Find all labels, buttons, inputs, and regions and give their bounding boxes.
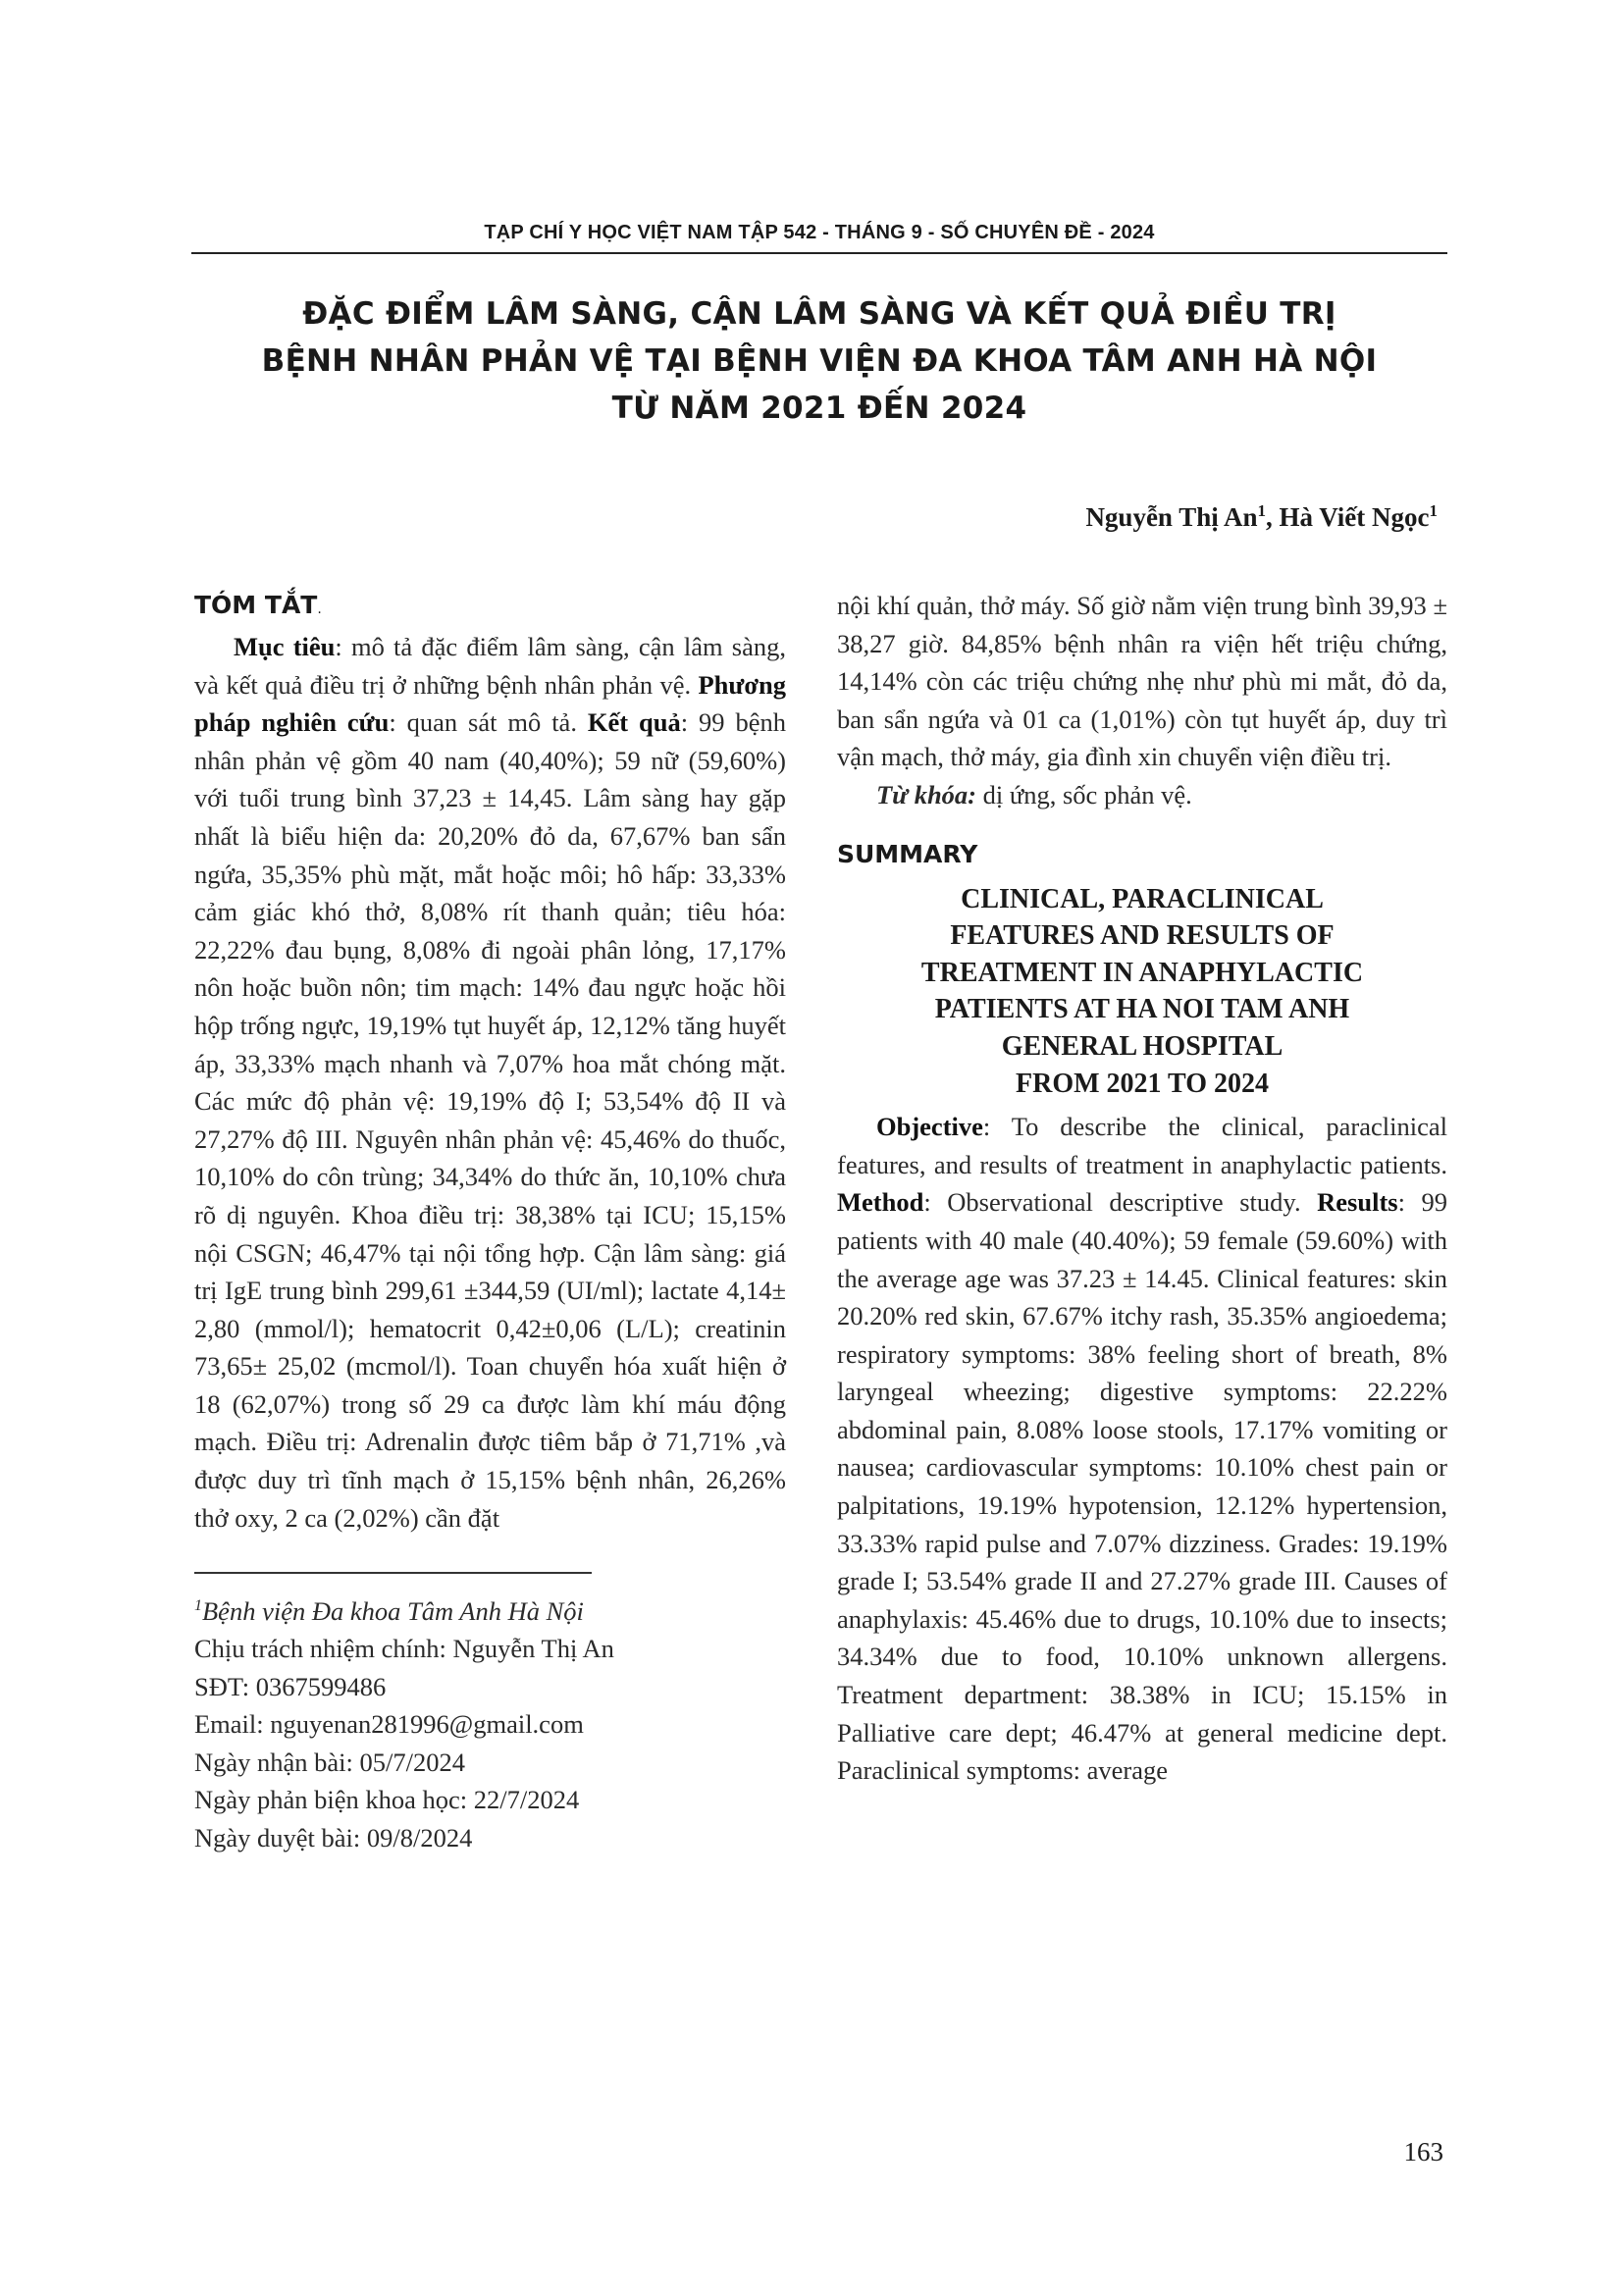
english-title-line: GENERAL HOSPITAL xyxy=(1001,1030,1283,1062)
abstract-heading: TÓM TẮT. xyxy=(194,591,322,619)
summary-paragraph xyxy=(837,1108,1447,1790)
summary-heading: SUMMARY xyxy=(837,839,978,868)
right-column xyxy=(837,587,1447,1790)
method-label: Phương pháp nghiên cứu xyxy=(194,669,786,738)
english-title-line: FROM 2021 TO 2024 xyxy=(1016,1068,1269,1099)
abstract-paragraph xyxy=(194,628,786,1537)
author-name: Hà Viết Ngọc xyxy=(1279,502,1430,532)
objective-label: Mục tiêu xyxy=(234,632,336,661)
left-column xyxy=(194,587,786,1856)
results-text-en: : 99 patients with 40 male (40.40%); 59 female (59.60%) with the average age was 37.23 ± 14.45. Clinical features: skin 20.20% red skin, 67.67% itchy rash, 35.35% angioedema; respiratory symptoms: 38% feeling short of breath, 8% laryngeal wheezing; digestive symptoms: 22.22% abdominal pain, 8.08% loose stools, 17.17% vomiting or nausea; cardiovascular symptoms: 10.10% chest pain or palpitations, 19.19% hypotension, 12.12% hypertension, 33.33% rapid pulse and 7.07% dizziness. Grades: 19.19% grade I; 53.54% grade II and 27.27% grade III. Causes of anaphylaxis: 45.46% due to drugs, 10.10% due to insects; 34.34% due to food, 10.10% unknown allergens. Treatment department: 38.38% in ICU; 15.15% in Palliative care dept; 46.47% at general medicine dept. Paraclinical symptoms: average xyxy=(837,1187,1447,1786)
method-text: : quan sát mô tả. xyxy=(389,707,588,738)
method-label-en: Method xyxy=(837,1187,924,1218)
email-address: Email: nguyenan281996@gmail.com xyxy=(194,1709,584,1740)
author-affiliation-mark: 1 xyxy=(1429,501,1438,520)
english-title-line: CLINICAL, PARACLINICAL xyxy=(961,883,1324,914)
english-title-line: TREATMENT IN ANAPHYLACTIC xyxy=(920,957,1364,988)
received-date: Ngày nhận bài: 05/7/2024 xyxy=(194,1747,465,1777)
author-name: Nguyễn Thị An xyxy=(1085,502,1258,532)
author-list xyxy=(1085,502,1438,533)
title-line: ĐẶC ĐIỂM LÂM SÀNG, CẬN LÂM SÀNG VÀ KẾT QUẢ ĐIỀU TRỊ xyxy=(302,296,1336,332)
objective-label-en: Objective xyxy=(876,1112,983,1142)
abstract-continuation: nội khí quản, thở máy. Số giờ nằm viện trung bình 39,93 ± 38,27 giờ. 84,85% bệnh nhân ra viện hết triệu chứng, 14,14% còn các triệu chứng nhẹ như phù mi mắt, đỏ da, ban sẩn ngứa và 01 ca (1,01%) còn tụt huyết áp, duy trì vận mạch, thở máy, gia đình xin chuyển viện điều trị. xyxy=(837,591,1447,772)
english-title-line: PATIENTS AT HA NOI TAM ANH xyxy=(934,994,1350,1025)
keywords-label: Từ khóa: xyxy=(876,779,977,809)
keywords xyxy=(837,776,1447,814)
heading-mark: . xyxy=(317,601,322,617)
method-text-en: : Observational descriptive study. xyxy=(923,1187,1318,1218)
affiliation-mark: 1 xyxy=(194,1597,202,1615)
affiliation-footnote: $^1$Bệnh viện Đa khoa Tâm Anh Hà Nội xyxy=(194,1596,584,1627)
results-label: Kết quả xyxy=(587,707,681,738)
page-number: 163 xyxy=(1403,2137,1443,2166)
english-title-line: FEATURES AND RESULTS OF xyxy=(950,920,1335,952)
review-date: Ngày phản biện khoa học: 22/7/2024 xyxy=(194,1785,580,1815)
objective-text: : mô tả đặc điểm lâm sàng, cận lâm sàng, và kết quả điều trị ở những bệnh nhân phản vệ. xyxy=(194,632,786,700)
corresponding-author: Chịu trách nhiệm chính: Nguyễn Thị An xyxy=(194,1634,614,1664)
footnote-rule xyxy=(194,1572,592,1574)
header-rule xyxy=(191,252,1447,254)
title-line: TỪ NĂM 2021 ĐẾN 2024 xyxy=(611,391,1027,426)
author-affiliation-mark: 1 xyxy=(1257,501,1267,520)
objective-text-en: : To describe the clinical, paraclinical features, and results of treatment in anaphylactic patients. xyxy=(837,1112,1447,1179)
author-separator: , xyxy=(1266,502,1280,532)
title-line: BỆNH NHÂN PHẢN VỆ TẠI BỆNH VIỆN ĐA KHOA TÂM ANH HÀ NỘI xyxy=(261,343,1378,379)
article-title xyxy=(191,290,1447,432)
running-header: TẠP CHÍ Y HỌC VIỆT NAM TẬP 542 - THÁNG 9 - SỐ CHUYÊN ĐỀ - 2024 xyxy=(484,222,1155,243)
keywords-text: dị ứng, sốc phản vệ. xyxy=(976,779,1192,809)
phone-number: SĐT: 0367599486 xyxy=(194,1671,387,1701)
results-label-en: Results xyxy=(1317,1187,1398,1218)
results-text: : 99 bệnh nhân phản vệ gồm 40 nam (40,40%); 59 nữ (59,60%) với tuổi trung bình 37,23 ± 14,45. Lâm sàng hay gặp nhất là biểu hiện da: 20,20% đỏ da, 67,67% ban sẩn ngứa, 35,35% phù mặt, mắt hoặc môi; hô hấp: 33,33% cảm giác khó thở, 8,08% rít thanh quản; tiêu hóa: 22,22% đau bụng, 8,08% đi ngoài phân lỏng, 17,17% nôn hoặc buồn nôn; tim mạch: 14% đau ngực hoặc hồi hộp trống ngực, 19,19% tụt huyết áp, 12,12% tăng huyết áp, 33,33% mạch nhanh và 7,07% hoa mắt chóng mặt. Các mức độ phản vệ: 19,19% độ I; 53,54% độ II và 27,27% độ III. Nguyên nhân phản vệ: 45,46% do thuốc, 10,10% do côn trùng; 34,34% do thức ăn, 10,10% chưa rõ dị nguyên. Khoa điều trị: 38,38% tại ICU; 15,15% nội CSGN; 46,47% tại nội tổng hợp. Cận lâm sàng: giá trị IgE trung bình 299,61 ±344,59 (UI/ml); lactate 4,14± 2,80 (mmol/l); hematocrit 0,42±0,06 (L/L); creatinin 73,65± 25,02 (mcmol/l). Toan chuyển hóa xuất hiện ở 18 (62,07%) trong số 29 ca được làm khí máu động mạch. Điều trị: Adrenalin được tiêm bắp ở 71,71% ,và được duy trì tĩnh mạch ở 15,15% bệnh nhân, 26,26% thở oxy, 2 ca (2,02%) cần đặt xyxy=(194,707,786,1533)
accepted-date: Ngày duyệt bài: 09/8/2024 xyxy=(194,1822,473,1852)
english-title xyxy=(837,881,1447,1103)
